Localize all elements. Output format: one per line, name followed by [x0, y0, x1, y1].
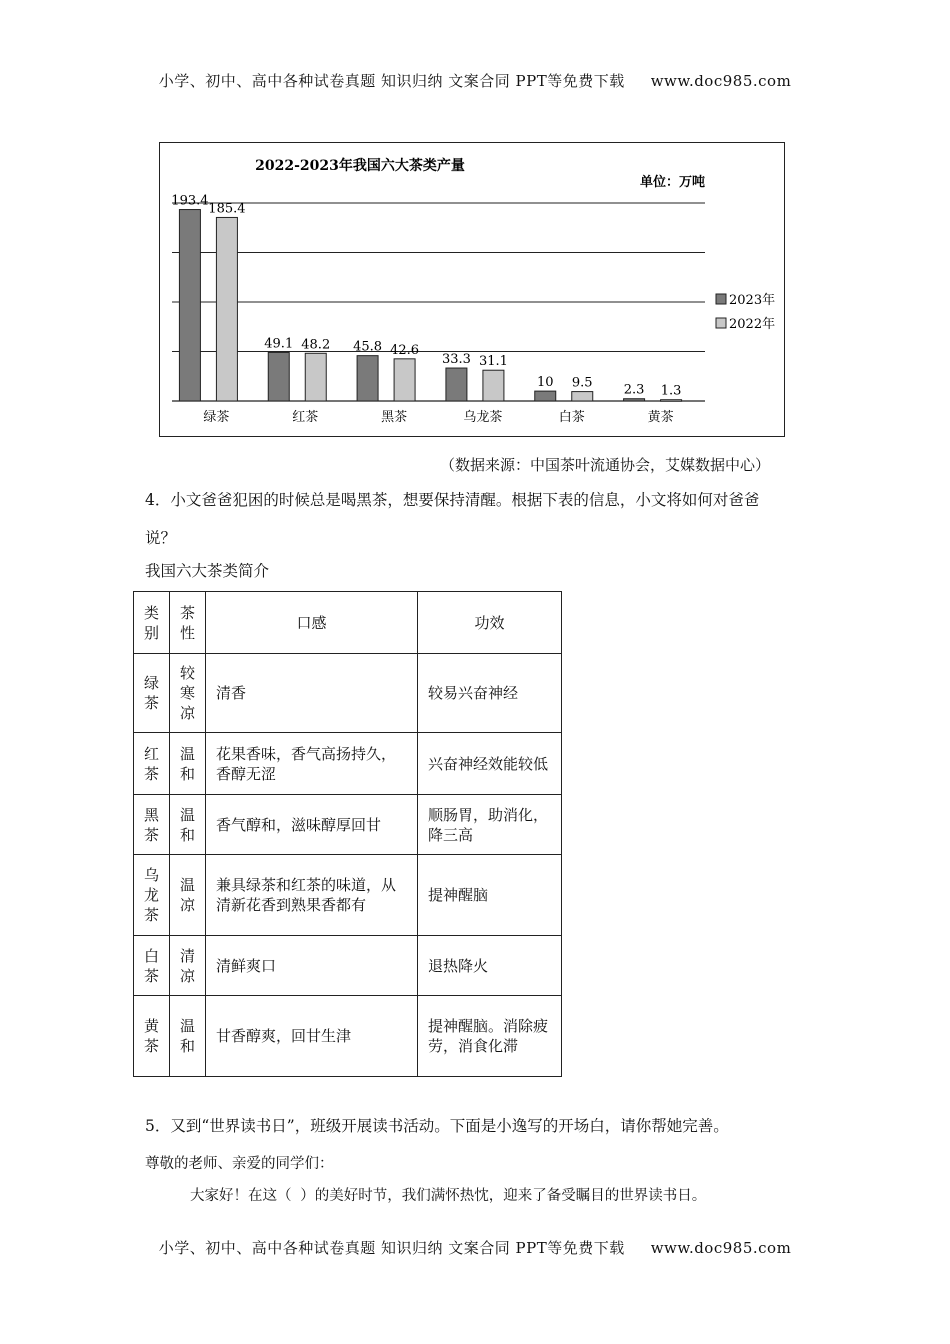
chart-bar-2023: [179, 210, 200, 401]
chart-canvas: [160, 143, 784, 436]
legend-label: 2022年: [729, 317, 776, 332]
footer-text: 小学、初中、高中各种试卷真题 知识归纳 文案合同 PPT等免费下载: [158, 1239, 625, 1257]
table-row: [134, 996, 562, 1077]
cell-nature: 温和: [170, 996, 206, 1077]
chart-category-label: 黑茶: [381, 410, 408, 425]
table-row: [134, 654, 562, 733]
header-text: 小学、初中、高中各种试卷真题 知识归纳 文案合同 PPT等免费下载: [158, 72, 625, 90]
chart-data-label: 45.8: [353, 339, 383, 355]
chart-bar-2023: [446, 368, 467, 401]
chart-bar-2023: [624, 399, 645, 401]
cell-nature: 温凉: [170, 855, 206, 936]
cell-taste: 花果香味，香气高扬持久，香醇无涩: [206, 733, 418, 795]
page-header: [0, 70, 950, 91]
legend-label: 2023年: [729, 293, 776, 308]
chart-data-label: 185.4: [208, 201, 246, 217]
chart-bar-2022: [483, 370, 504, 401]
chart-data-label: 49.1: [264, 336, 294, 352]
chart-unit: 单位：万吨: [640, 175, 706, 190]
chart-bar-2023: [357, 356, 378, 401]
opening-greeting: 尊敬的老师、亲爱的同学们：: [145, 1156, 334, 1172]
chart-bar-2023: [535, 391, 556, 401]
cell-effect: 较易兴奋神经: [418, 654, 562, 733]
chart-category-label: 乌龙茶: [463, 410, 503, 425]
chart-bar-2022: [216, 217, 237, 401]
cell-taste: 甘香醇爽，回甘生津: [206, 996, 418, 1077]
chart-data-label: 33.3: [441, 352, 471, 368]
cell-nature: 温和: [170, 795, 206, 855]
table-row: [134, 855, 562, 936]
cell-effect: 顺肠胃，助消化，降三高: [418, 795, 562, 855]
question-5-line1: 5．又到“世界读书日”，班级开展读书活动。下面是小逸写的开场白，请你帮她完善。: [145, 1117, 729, 1135]
question-4-line1: 4．小文爸爸犯困的时候总是喝黑茶，想要保持清醒。根据下表的信息，小文将如何对爸爸: [145, 491, 760, 509]
chart-category-label: 绿茶: [203, 410, 230, 425]
cell-nature: 清凉: [170, 936, 206, 996]
chart-data-label: 9.5: [571, 375, 593, 391]
chart-data-label: 193.4: [171, 193, 209, 209]
chart-data-label: 1.3: [660, 383, 682, 399]
table-header-row: [134, 592, 562, 654]
cell-category: 黄茶: [134, 996, 170, 1077]
page-footer: [0, 1237, 950, 1258]
tea-table: [133, 591, 562, 1077]
chart-bar-2022: [572, 392, 593, 401]
chart-data-label: 31.1: [478, 354, 508, 370]
cell-category: 绿茶: [134, 654, 170, 733]
data-source: （数据来源：中国茶叶流通协会，艾媒数据中心）: [440, 456, 771, 474]
opening-body: 大家好！在这（ ）的美好时节，我们满怀热忱，迎来了备受瞩目的世界读书日。: [190, 1188, 707, 1204]
table-title: 我国六大茶类简介: [145, 562, 270, 580]
chart-bar-2022: [661, 400, 682, 402]
cell-effect: 提神醒脑。消除疲劳，消食化滞: [418, 996, 562, 1077]
chart-category-label: 白茶: [558, 410, 585, 425]
header-category: 类别: [134, 592, 170, 654]
chart-data-label: 10: [536, 375, 554, 391]
cell-nature: 较寒凉: [170, 654, 206, 733]
table-row: [134, 795, 562, 855]
chart-data-label: 48.2: [301, 337, 331, 353]
cell-category: 白茶: [134, 936, 170, 996]
header-nature: 茶性: [170, 592, 206, 654]
cell-category: 黑茶: [134, 795, 170, 855]
cell-effect: 提神醒脑: [418, 855, 562, 936]
chart-category-label: 红茶: [292, 410, 319, 425]
footer-site-link[interactable]: www.doc985.com: [650, 1239, 792, 1257]
cell-category: 乌龙茶: [134, 855, 170, 936]
question-4-line2: 说？: [145, 529, 177, 547]
chart-bar-2022: [394, 359, 415, 401]
chart-title: 2022-2023年我国六大茶类产量: [255, 158, 465, 174]
chart-bar-2023: [268, 352, 289, 401]
header-site-link[interactable]: www.doc985.com: [650, 72, 792, 90]
chart-data-label: 2.3: [623, 382, 645, 398]
table-row: [134, 733, 562, 795]
chart-category-label: 黄茶: [647, 410, 674, 425]
cell-taste: 清香: [206, 654, 418, 733]
legend-swatch: [716, 294, 726, 304]
header-effect: 功效: [418, 592, 562, 654]
cell-category: 红茶: [134, 733, 170, 795]
tea-production-chart: [159, 142, 785, 437]
cell-taste: 兼具绿茶和红茶的味道，从清新花香到熟果香都有: [206, 855, 418, 936]
cell-taste: 清鲜爽口: [206, 936, 418, 996]
cell-effect: 退热降火: [418, 936, 562, 996]
table-row: [134, 936, 562, 996]
question-4: [145, 485, 759, 553]
header-taste: 口感: [206, 592, 418, 654]
cell-taste: 香气醇和，滋味醇厚回甘: [206, 795, 418, 855]
legend-swatch: [716, 318, 726, 328]
cell-effect: 兴奋神经效能较低: [418, 733, 562, 795]
chart-data-label: 42.6: [390, 342, 420, 358]
chart-bar-2022: [305, 353, 326, 401]
cell-nature: 温和: [170, 733, 206, 795]
